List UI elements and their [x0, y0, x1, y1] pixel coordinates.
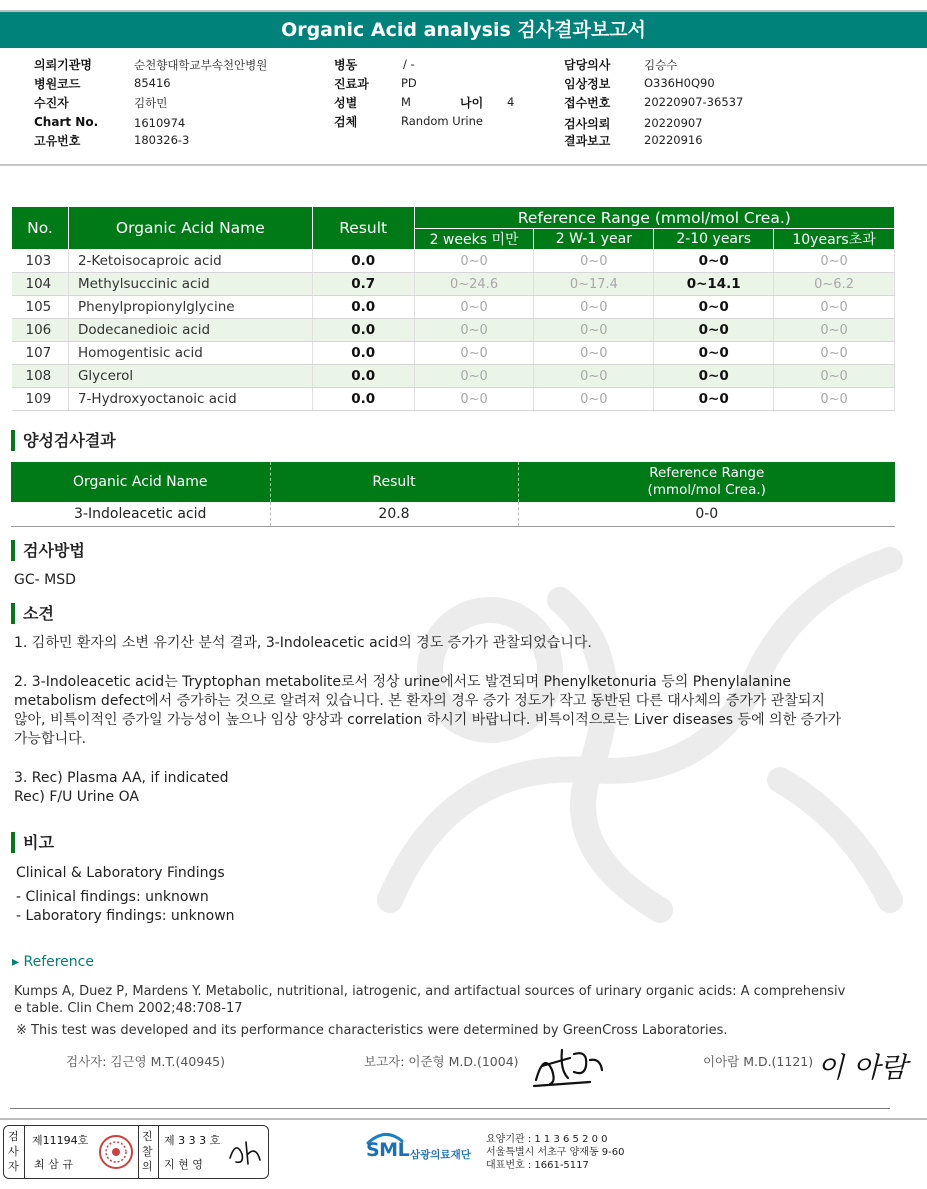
row-ref: 0~6.2	[774, 273, 895, 296]
table-row	[12, 365, 895, 388]
row-result: 0.0	[312, 250, 414, 273]
row-name: Methylsuccinic acid	[68, 273, 312, 296]
age: 4	[507, 95, 515, 109]
table-row	[12, 273, 895, 296]
stamp-divider	[24, 1126, 25, 1178]
row-ref-highlight: 0~0	[654, 388, 774, 411]
table-row	[12, 296, 895, 319]
row-ref: 0~0	[534, 319, 654, 342]
pos-name-header: Organic Acid Name	[11, 462, 270, 502]
remarks-line1: Clinical & Laboratory Findings	[16, 865, 225, 881]
physician-signature: 이 아람	[817, 1051, 908, 1084]
row-ref-highlight: 0~0	[654, 319, 774, 342]
row-ref: 0~24.6	[414, 273, 534, 296]
signature-divider	[10, 1108, 890, 1109]
license-no-2: 제 3 3 3 호	[164, 1134, 221, 1147]
row-ref: 0~0	[534, 296, 654, 319]
row-ref-highlight: 0~0	[654, 250, 774, 273]
physician-name: 지 현 영	[164, 1158, 203, 1171]
col-no-header: No.	[12, 207, 69, 250]
exam-label	[8, 1129, 20, 1174]
requesting-org: 순천향대학교부속천안병원	[134, 58, 268, 72]
patient-info	[0, 56, 927, 166]
row-name: 7-Hydroxyoctanoic acid	[68, 388, 312, 411]
clinical-info-label: 임상정보	[564, 77, 611, 91]
pos-name: 3-Indoleacetic acid	[11, 502, 270, 526]
row-name: Phenylpropionylglycine	[68, 296, 312, 319]
row-result: 0.7	[312, 273, 414, 296]
row-ref-highlight: 0~0	[654, 365, 774, 388]
age-group-header: 2 weeks 미만	[414, 229, 534, 250]
opinion-p2-line3: 않아, 비특이적인 증가일 가능성이 높으나 임상 양상과 correlation 하시기 바랍니다. 비특이적으로는 Liver diseases 등에 의한 증가가	[14, 712, 842, 728]
report-title: Organic Acid analysis 검사결과보고서	[0, 10, 927, 48]
chart-no: 1610974	[134, 116, 186, 130]
row-result: 0.0	[312, 342, 414, 365]
reference-text	[14, 983, 884, 1017]
row-ref: 0~0	[414, 365, 534, 388]
license-no-1: 제11194호	[32, 1134, 89, 1147]
hospital-code-label: 병원코드	[34, 77, 81, 91]
exam-label-char: 자	[8, 1160, 19, 1173]
patient-label: 수진자	[34, 96, 69, 110]
row-no: 108	[12, 365, 69, 388]
info-divider	[0, 164, 927, 166]
row-name: Dodecanedioic acid	[68, 319, 312, 342]
pos-ref-header-line2: (mmol/mol Crea.)	[647, 482, 766, 498]
reference-line1: Kumps A, Duez P, Mardens Y. Metabolic, nutritional, iatrogenic, and artifactual sources of urinary organic acids: A comprehensiv	[14, 984, 846, 999]
age-group-header: 2 W-1 year	[534, 229, 654, 250]
unique-no: 180326-3	[134, 133, 190, 147]
disclaimer-note: ※ This test was developed and its performance characteristics were determined by GreenCross Laboratories.	[16, 1023, 728, 1038]
row-ref-highlight: 0~14.1	[654, 273, 774, 296]
reference-line2: e table. Clin Chem 2002;48:708-17	[14, 1001, 243, 1016]
pos-result: 20.8	[270, 502, 518, 526]
row-ref: 0~0	[534, 388, 654, 411]
row-ref: 0~0	[774, 296, 895, 319]
stamp-divider	[138, 1126, 139, 1178]
company-info	[486, 1133, 625, 1172]
hospital-code: 85416	[134, 76, 171, 90]
row-result: 0.0	[312, 388, 414, 411]
remarks-section-title: 비고	[11, 832, 54, 853]
report-date: 20220916	[644, 133, 703, 147]
confirm-label	[142, 1129, 154, 1174]
ward-label: 병동	[334, 58, 358, 72]
row-no: 109	[12, 388, 69, 411]
row-result: 0.0	[312, 365, 414, 388]
row-ref-highlight: 0~0	[654, 296, 774, 319]
pos-ref: 0-0	[518, 502, 895, 526]
request-date: 20220907	[644, 116, 703, 130]
opinion-p2-line4: 가능합니다.	[14, 731, 87, 747]
remarks-line2: - Clinical findings: unknown	[16, 889, 209, 905]
row-no: 103	[12, 250, 69, 273]
col-name-header: Organic Acid Name	[68, 207, 312, 250]
table-row	[12, 342, 895, 365]
confirm-label-char: 의	[142, 1160, 153, 1173]
footer-divider	[0, 1118, 927, 1120]
license-stamp-box	[3, 1125, 269, 1179]
physician: 이아람 M.D.(1121)	[703, 1054, 814, 1069]
row-name: 2-Ketoisocaproic acid	[68, 250, 312, 273]
sex: M	[401, 95, 411, 109]
row-ref: 0~0	[774, 342, 895, 365]
reporter-signature	[530, 1040, 606, 1090]
method-text: GC- MSD	[14, 572, 76, 588]
watermark-logo	[330, 520, 920, 940]
results-table	[11, 206, 895, 411]
exam-label-char: 검	[8, 1130, 19, 1143]
opinion-p3-line2: Rec) F/U Urine OA	[14, 789, 139, 805]
logo-text: SML	[366, 1139, 410, 1161]
row-ref: 0~0	[414, 250, 534, 273]
opinion-section-title: 소견	[11, 603, 54, 624]
confirm-label-char: 찰	[142, 1145, 153, 1158]
positive-section-title: 양성검사결과	[11, 430, 116, 451]
request-date-label: 검사의뢰	[564, 117, 611, 131]
table-row	[11, 502, 895, 526]
company-phone: 대표번호 : 1661-5117	[486, 1160, 589, 1171]
age-label: 나이	[460, 96, 484, 110]
exam-label-char: 사	[8, 1145, 19, 1158]
patient-name: 김하민	[134, 96, 168, 110]
stamp-divider	[158, 1126, 159, 1178]
row-name: Homogentisic acid	[68, 342, 312, 365]
age-group-header: 10years초과	[774, 229, 895, 250]
pos-result-header: Result	[270, 462, 518, 502]
examiner: 검사자: 김근영 M.T.(40945)	[66, 1054, 226, 1069]
confirm-label-char: 진	[142, 1130, 153, 1143]
row-no: 104	[12, 273, 69, 296]
pos-ref-header	[518, 462, 895, 502]
row-ref: 0~0	[774, 250, 895, 273]
doctor: 김승수	[644, 58, 678, 72]
row-ref: 0~0	[534, 250, 654, 273]
method-section-title: 검사방법	[11, 540, 85, 561]
stamp-signature	[226, 1136, 264, 1168]
col-reference-header: Reference Range (mmol/mol Crea.)	[414, 207, 894, 229]
row-ref: 0~17.4	[534, 273, 654, 296]
row-ref: 0~0	[414, 388, 534, 411]
receipt-no: 20220907-36537	[644, 95, 744, 109]
row-ref: 0~0	[774, 388, 895, 411]
requesting-org-label: 의뢰기관명	[34, 58, 92, 72]
examiner-name: 최 삼 규	[34, 1158, 73, 1171]
row-ref: 0~0	[774, 365, 895, 388]
opinion-p1: 1. 김하민 환자의 소변 유기산 분석 결과, 3-Indoleacetic acid의 경도 증가가 관찰되었습니다.	[14, 635, 592, 651]
dept: PD	[401, 76, 417, 90]
reporter: 보고자: 이준형 M.D.(1004)	[364, 1054, 519, 1069]
remarks-line3: - Laboratory findings: unknown	[16, 908, 235, 924]
clinical-info: O336H0Q90	[644, 76, 715, 90]
foundation-name: 삼광의료재단	[410, 1149, 471, 1161]
report-date-label: 결과보고	[564, 134, 611, 148]
table-row	[12, 388, 895, 411]
doctor-label: 담당의사	[564, 58, 611, 72]
table-row	[12, 319, 895, 342]
company-address: 서울특별시 서초구 양재동 9-60	[486, 1147, 625, 1158]
reference-title: ▸ Reference	[12, 954, 94, 970]
age-group-header: 2-10 years	[654, 229, 774, 250]
dept-label: 진료과	[334, 77, 369, 91]
row-ref: 0~0	[414, 342, 534, 365]
seal-stamp	[98, 1134, 134, 1170]
sex-label: 성별	[334, 96, 358, 110]
row-ref: 0~0	[534, 342, 654, 365]
row-no: 106	[12, 319, 69, 342]
positive-results-table	[11, 462, 895, 527]
table-row	[12, 250, 895, 273]
col-result-header: Result	[312, 207, 414, 250]
chart-no-label: Chart No.	[34, 115, 99, 129]
opinion-p2-line2: metabolism defect에서 증가하는 것으로 알려져 있습니다. 본 환자의 경우 증가 정도가 작고 동반된 다른 대사체의 증가가 관찰되지	[14, 693, 825, 709]
pos-ref-header-line1: Reference Range	[649, 465, 765, 481]
receipt-no-label: 접수번호	[564, 96, 611, 110]
row-ref: 0~0	[774, 319, 895, 342]
row-result: 0.0	[312, 319, 414, 342]
specimen: Random Urine	[401, 114, 483, 128]
row-ref: 0~0	[414, 319, 534, 342]
unique-no-label: 고유번호	[34, 134, 81, 148]
specimen-label: 검체	[334, 115, 358, 129]
row-ref: 0~0	[534, 365, 654, 388]
row-name: Glycerol	[68, 365, 312, 388]
ward: / -	[403, 57, 415, 71]
row-ref: 0~0	[414, 296, 534, 319]
opinion-p2-line1: 2. 3-Indoleacetic acid는 Tryptophan metabolite로서 정상 urine에서도 발견되며 Phenylketonuria 등의 Phenylalanine	[14, 674, 791, 690]
row-ref-highlight: 0~0	[654, 342, 774, 365]
row-no: 107	[12, 342, 69, 365]
row-no: 105	[12, 296, 69, 319]
row-result: 0.0	[312, 296, 414, 319]
opinion-p3-line1: 3. Rec) Plasma AA, if indicated	[14, 770, 229, 786]
care-code: 요양기관 : 1 1 3 6 5 2 0 0	[486, 1134, 608, 1145]
